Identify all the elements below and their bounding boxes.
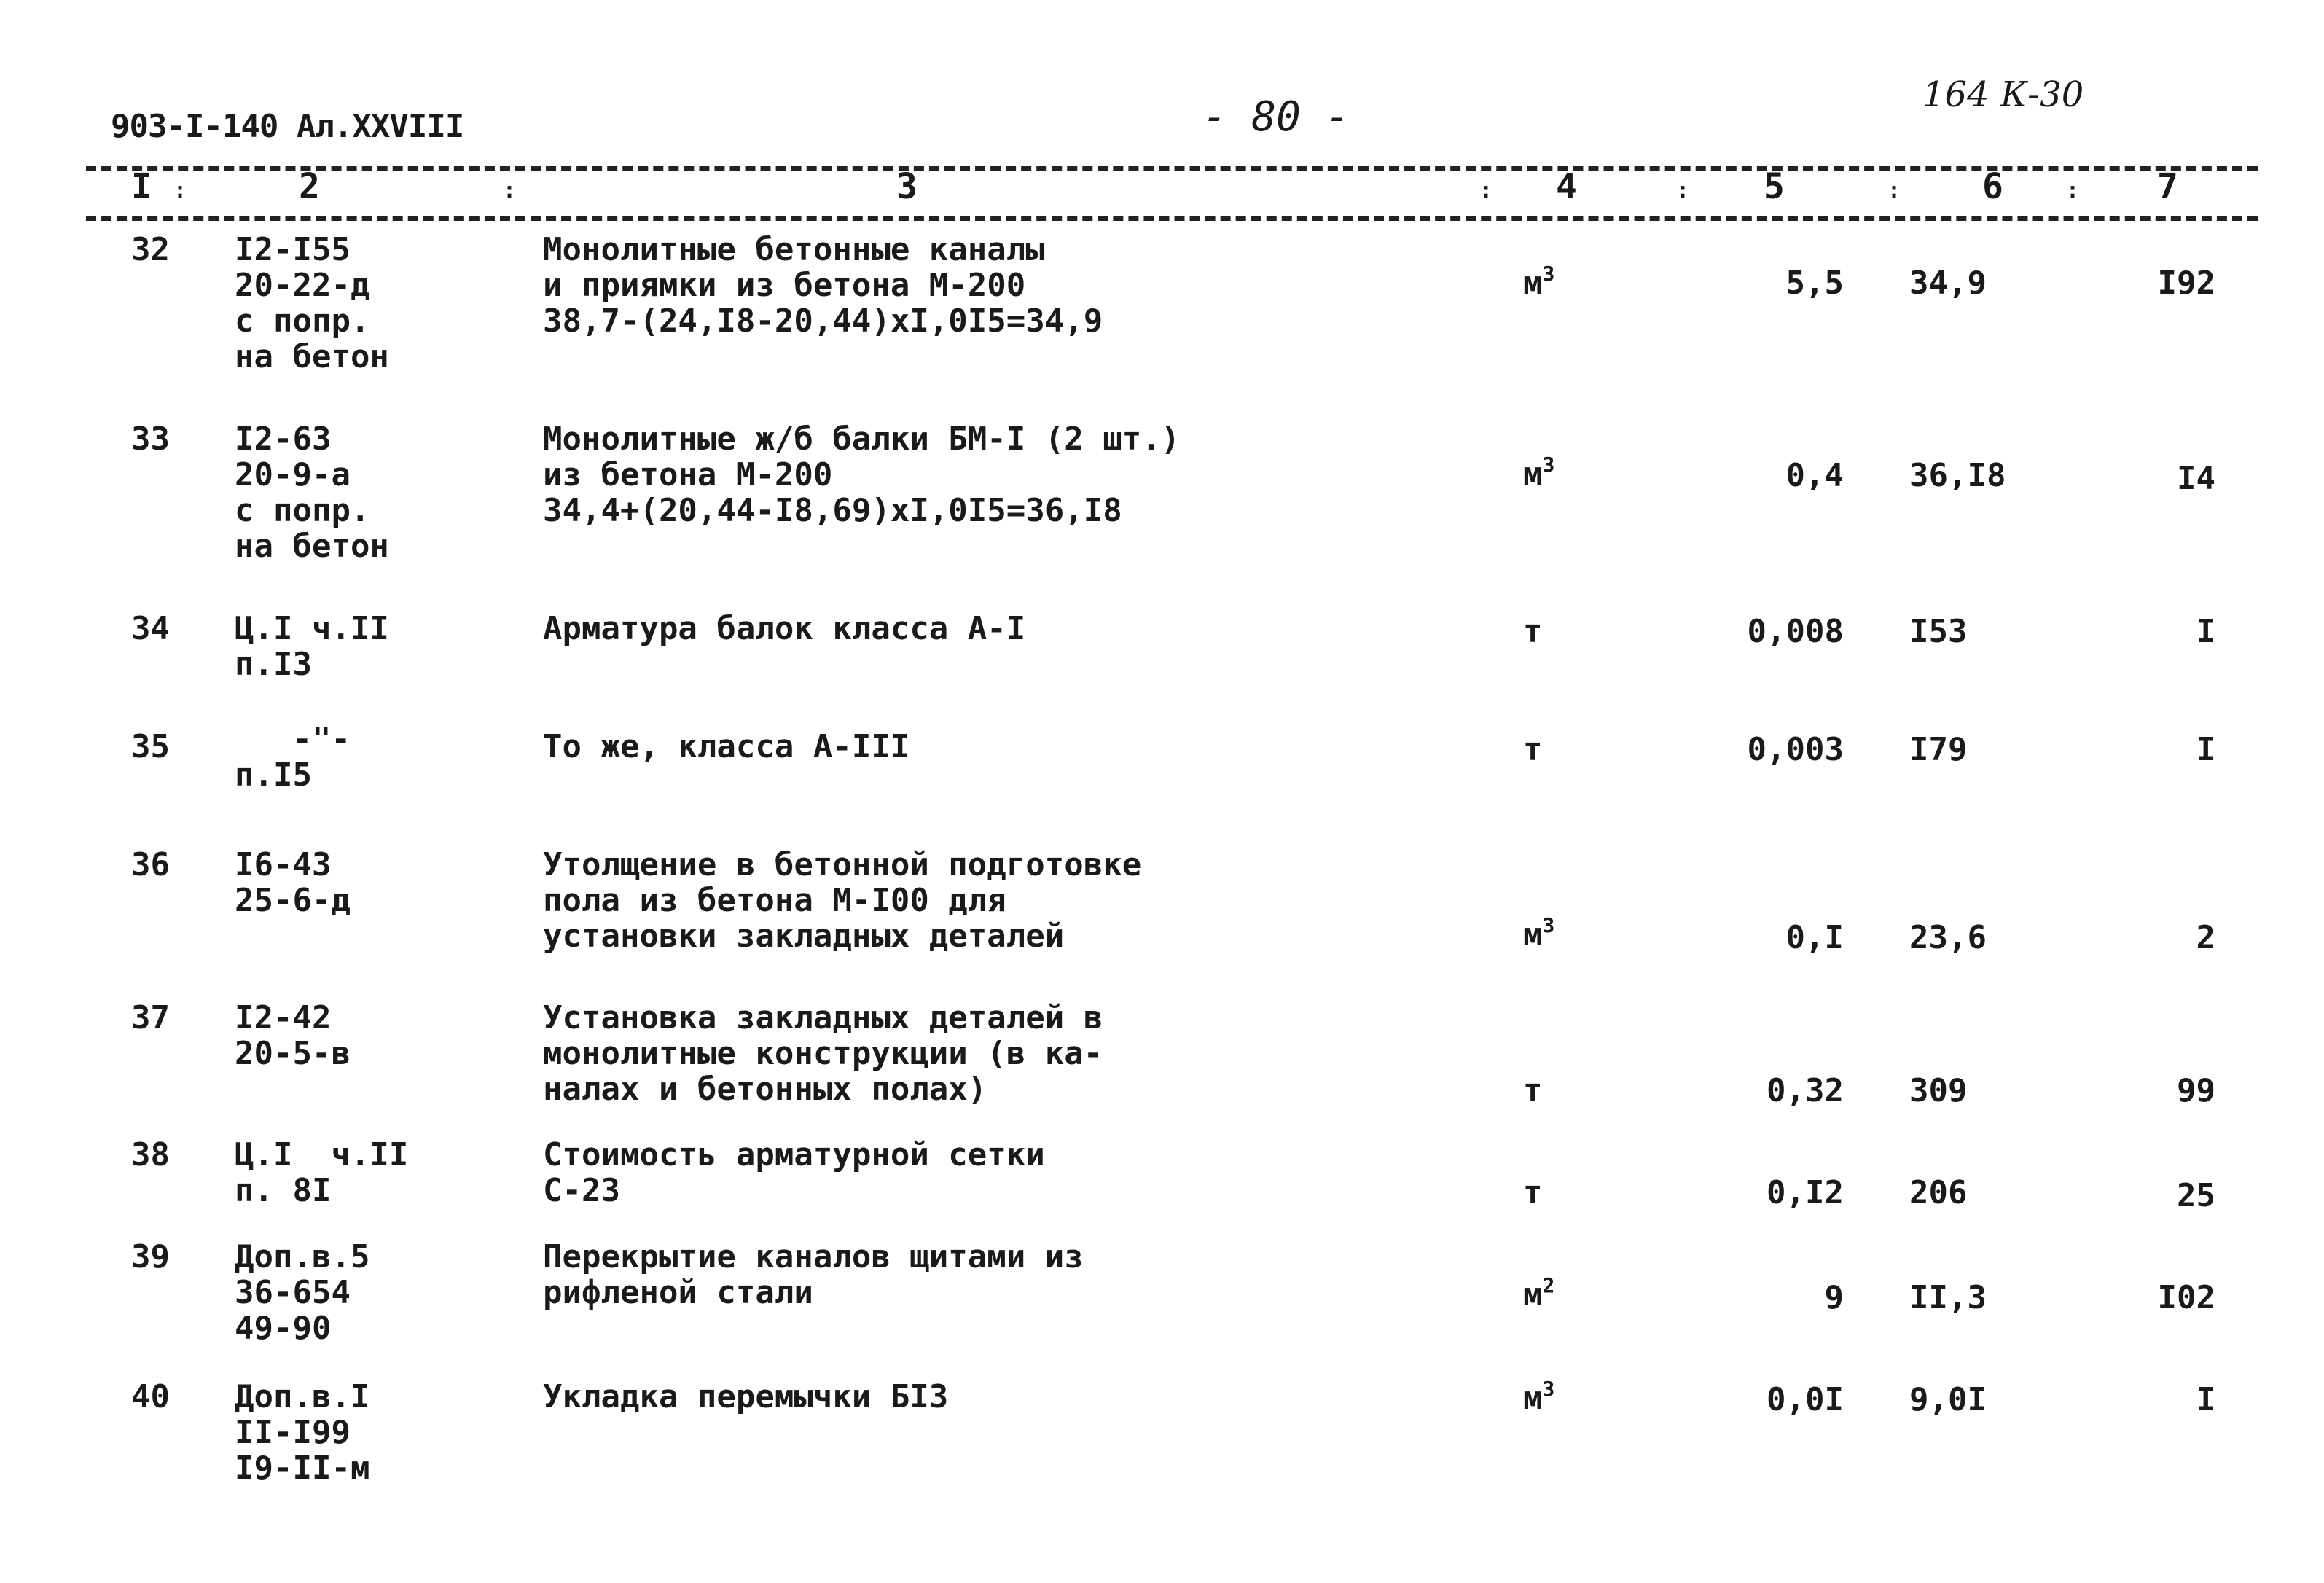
unit-price: I79	[1909, 731, 1968, 768]
work-description: Укладка перемычки БI3	[543, 1378, 949, 1415]
unit: $м^3$	[1523, 1377, 1555, 1417]
rate-code: I2-I55 20-22-д с попр. на бетон	[235, 231, 389, 375]
column-separator: :	[1887, 178, 1901, 203]
row-number: 33	[131, 421, 170, 458]
unit-price: 36,I8	[1909, 457, 2006, 494]
unit: т	[1523, 1174, 1543, 1211]
quantity: 5,5	[1785, 265, 1844, 302]
row-number: 36	[131, 846, 170, 883]
rate-code: Ц.I ч.II п. 8I	[235, 1136, 409, 1209]
total-cost: 2	[2196, 919, 2215, 956]
unit: т	[1523, 731, 1543, 768]
rate-code: I6-43 25-6-д	[235, 846, 351, 919]
row-number: 39	[131, 1238, 170, 1275]
quantity: 0,008	[1747, 613, 1844, 650]
work-description: Стоимость арматурной сетки С-23	[543, 1136, 1045, 1209]
column-header-3: 3	[896, 166, 918, 207]
work-description: Монолитные ж/б балки БМ-I (2 шт.) из бетона М-200 34,4+(20,44-I8,69)xI,0I5=36,I8	[543, 421, 1181, 529]
total-cost: I	[2196, 1381, 2215, 1418]
rate-code: I2-63 20-9-а с попр. на бетон	[235, 421, 389, 565]
unit-price: 309	[1909, 1072, 1968, 1109]
column-header-6: 6	[1982, 166, 2003, 207]
column-separator: :	[1479, 178, 1493, 203]
row-number: 35	[131, 728, 170, 765]
column-separator: :	[1676, 178, 1690, 203]
unit-price: II,3	[1909, 1279, 1987, 1316]
quantity: 0,4	[1785, 457, 1844, 494]
column-header-7: 7	[2157, 166, 2178, 207]
work-description: Утолщение в бетонной подготовке пола из бетона М-I00 для установки закладных деталей	[543, 846, 1142, 955]
page-number: - 80 -	[1202, 93, 1350, 141]
work-description: То же, класса А-III	[543, 728, 910, 765]
unit: т	[1523, 1072, 1543, 1109]
row-number: 37	[131, 999, 170, 1036]
document-reference: 903-I-140 Ал.XXVIII	[111, 108, 464, 145]
column-header-1: I	[131, 166, 152, 207]
unit-price: 206	[1909, 1174, 1968, 1211]
work-description: Монолитные бетонные каналы и приямки из бетона М-200 38,7-(24,I8-20,44)xI,0I5=34,9	[543, 231, 1103, 340]
total-cost: I92	[2157, 265, 2215, 302]
unit: т	[1523, 613, 1543, 650]
total-cost: I	[2196, 731, 2215, 768]
column-header-5: 5	[1764, 166, 1785, 207]
column-separator: :	[503, 178, 517, 203]
column-separator: :	[173, 178, 187, 203]
rate-code: Доп.в.5 36-654 49-90	[235, 1238, 370, 1347]
total-cost: 25	[2177, 1177, 2215, 1214]
unit-price: I53	[1909, 613, 1968, 650]
rate-code: -"- п.I5	[235, 721, 351, 794]
total-cost: 99	[2177, 1072, 2215, 1109]
work-description: Перекрытие каналов щитами из рифленой стали	[543, 1238, 1084, 1311]
column-separator: :	[2066, 178, 2080, 203]
header-top-rule	[86, 166, 2258, 171]
work-description: Установка закладных деталей в монолитные конструкции (в ка- налах и бетонных полах)	[543, 999, 1103, 1108]
column-header-2: 2	[299, 166, 320, 207]
unit: $м^3$	[1523, 913, 1555, 953]
unit-price: 9,0I	[1909, 1381, 1987, 1418]
total-cost: I4	[2177, 460, 2215, 497]
rate-code: Ц.I ч.II п.I3	[235, 610, 389, 683]
unit: $м^3$	[1523, 262, 1555, 302]
unit: $м^2$	[1523, 1273, 1555, 1313]
header-bottom-rule	[86, 216, 2258, 221]
quantity: 0,32	[1767, 1072, 1844, 1109]
column-header-4: 4	[1556, 166, 1577, 207]
quantity: 0,I2	[1767, 1174, 1844, 1211]
quantity: 0,003	[1747, 731, 1844, 768]
total-cost: I02	[2157, 1279, 2215, 1316]
quantity: 0,I	[1785, 919, 1844, 956]
rate-code: I2-42 20-5-в	[235, 999, 351, 1072]
unit-price: 34,9	[1909, 265, 1987, 302]
work-description: Арматура балок класса А-I	[543, 610, 1026, 647]
row-number: 34	[131, 610, 170, 647]
unit: $м^3$	[1523, 453, 1555, 493]
row-number: 32	[131, 231, 170, 268]
unit-price: 23,6	[1909, 919, 1987, 956]
rate-code: Доп.в.I II-I99 I9-II-м	[235, 1378, 370, 1487]
row-number: 38	[131, 1136, 170, 1173]
quantity: 0,0I	[1767, 1381, 1844, 1418]
total-cost: I	[2196, 613, 2215, 650]
quantity: 9	[1824, 1279, 1844, 1316]
row-number: 40	[131, 1378, 170, 1415]
sheet-code: 164 К-30	[1922, 74, 2084, 115]
